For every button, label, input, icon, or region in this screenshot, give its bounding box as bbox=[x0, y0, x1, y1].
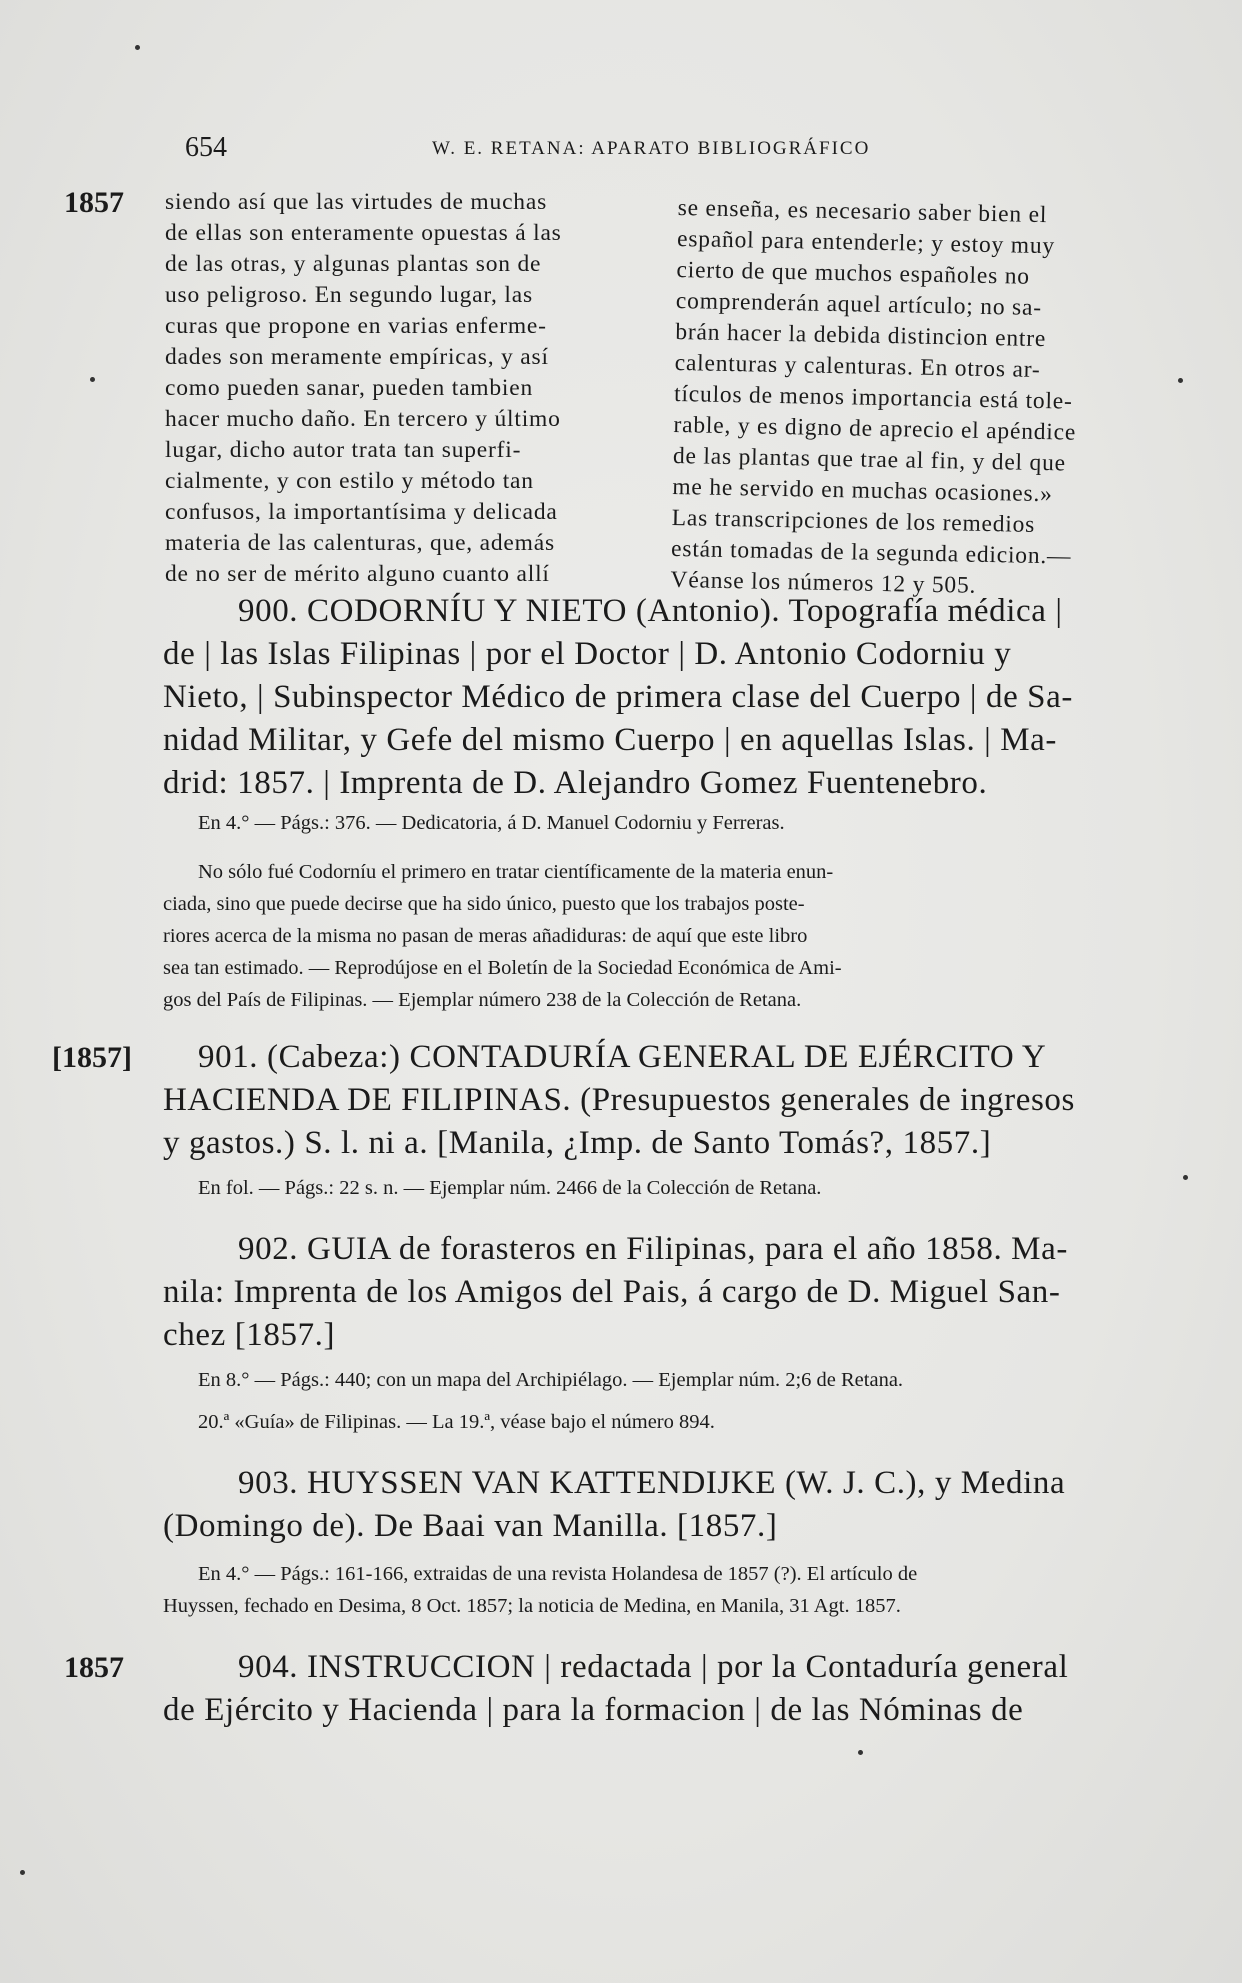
scan-speck bbox=[1183, 1175, 1188, 1180]
left-column-line: confusos, la importantísima y delicada bbox=[165, 499, 558, 525]
entry-904-line: de Ejército y Hacienda | para la formacion | de las Nóminas de bbox=[163, 1692, 1024, 1728]
left-column-line: de las otras, y algunas plantas son de bbox=[165, 251, 542, 277]
scanned-page: 654 W. E. RETANA: APARATO BIBLIOGRÁFICO 1857 siendo así que las virtudes de muchas de ellas son enteramente opuestas á las de las otras, y algunas plantas son de uso peligroso. En segundo lugar, las curas que propone en varias enferme- dades son meramente empíricas, y así como pueden sanar, pueden tambien hacer mucho daño. En tercero y último lugar, dicho autor trata tan superfi- cialmente, y con estilo y método tan confusos, la importantísima y delicada materia de las calenturas, que, además de no ser de mérito alguno cuanto allí se enseña, es necesario saber bien el español para entenderle; y estoy muy cierto de que muchos españoles no comprenderán aquel artículo; no sa- brán hacer la debida distincion entre calenturas y calenturas. En otros ar- tículos de menos importancia está tole- rable, y es digno de aprecio el apéndice de las plantas que trae al fin, y del que me he servido en muchas ocasiones.» Las transcripciones de los remedios están tomadas de la segunda edicion.— Véanse los números 12 y 505. 900. CODORNÍU Y NIETO (Antonio). Topografía médica | de | las Islas Filipinas | por el Doctor | D. Antonio Codorniu y Nieto, | Subinspector Médico de primera clase del Cuerpo | de Sa- nidad Militar, y Gefe del mismo Cuerpo | en aquellas Islas. | Ma- drid: 1857. | Imprenta de D. Alejandro Gomez Fuentenebro. En 4.° — Págs.: 376. — Dedicatoria, á D. Manuel Codorniu y Ferreras. No sólo fué Codorníu el primero en tratar científicamente de la materia enun- ciada, sino que puede decirse que ha sido único, puesto que los trabajos poste- riores acerca de la misma no pasan de meras añadiduras: de aquí que este libro sea tan estimado. — Reprodújose en el Boletín de la Sociedad Económica de Ami- gos del País de Filipinas. — Ejemplar número 238 de la Colección de Retana. [1857] 901. (Cabeza:) CONTADURÍA GENERAL DE EJÉRCITO Y HACIENDA DE FILIPINAS. (Presupuestos generales de ingresos y gastos.) S. l. ni a. [Manila, ¿Imp. de Santo Tomás?, 1857.] En fol. — Págs.: 22 s. n. — Ejemplar núm. 2466 de la Colección de Retana. 902. GUIA de forasteros en Filipinas, para el año 1858. Ma- nila: Imprenta de los Amigos del Pais, á cargo de D. Miguel San- chez [1857.] En 8.° — Págs.: 440; con un mapa del Archipiélago. — Ejemplar núm. 2;6 de Retana. 20.ª «Guía» de Filipinas. — La 19.ª, véase bajo el número 894. 903. HUYSSEN VAN KATTENDIJKE (W. J. C.), y Medina (Domingo de). De Baai van Manilla. [1857.] En 4.° — Págs.: 161-166, extraidas de una revista Holandesa de 1857 (?). El artículo de Huyssen, fechado en Desima, 8 Oct. 1857; la noticia de Medina, en Manila, 31 Agt. 1857. 1857 904. INSTRUCCION | redactada | por la Contaduría general de Ejército y Hacienda | para la formacion | de las Nóminas de bbox=[0, 0, 1242, 1983]
right-column-line: brán hacer la debida distincion entre bbox=[675, 318, 1047, 353]
right-column-line: Véanse los números 12 y 505. bbox=[670, 566, 977, 599]
left-column-line: como pueden sanar, pueden tambien bbox=[165, 375, 534, 401]
right-column-line: cierto de que muchos españoles no bbox=[676, 256, 1031, 290]
scan-speck bbox=[20, 1870, 25, 1875]
entry-901-line: 901. (Cabeza:) CONTADURÍA GENERAL DE EJÉRCITO Y bbox=[198, 1039, 1047, 1075]
right-column-line: me he servido en muchas ocasiones.» bbox=[672, 473, 1053, 508]
entry-900-line: nidad Militar, y Gefe del mismo Cuerpo | en aquellas Islas. | Ma- bbox=[163, 722, 1058, 758]
entry-904-line: 904. INSTRUCCION | redactada | por la Contaduría general bbox=[238, 1649, 1069, 1685]
right-column-line: están tomadas de la segunda edicion.— bbox=[670, 535, 1072, 570]
entry-900-line: drid: 1857. | Imprenta de D. Alejandro Gomez Fuentenebro. bbox=[163, 765, 988, 801]
entry-902-line: 902. GUIA de forasteros en Filipinas, para el año 1858. Ma- bbox=[238, 1231, 1068, 1267]
margin-year-904: 1857 bbox=[64, 1651, 124, 1684]
entry-900-line: de | las Islas Filipinas | por el Doctor | D. Antonio Codorniu y bbox=[163, 636, 1012, 672]
right-column-line: comprenderán aquel artículo; no sa- bbox=[675, 287, 1043, 322]
page-number: 654 bbox=[185, 132, 227, 163]
entry-901-line: HACIENDA DE FILIPINAS. (Presupuestos generales de ingresos bbox=[163, 1082, 1075, 1118]
right-column-line: español para entenderle; y estoy muy bbox=[676, 225, 1056, 260]
scan-speck bbox=[1178, 378, 1183, 383]
left-column-line: cialmente, y con estilo y método tan bbox=[165, 468, 534, 494]
left-column bbox=[165, 187, 562, 590]
entry-903-line: 903. HUYSSEN VAN KATTENDIJKE (W. J. C.), y Medina bbox=[238, 1465, 1066, 1501]
left-column-line: materia de las calenturas, que, además bbox=[165, 530, 555, 556]
left-column-line: uso peligroso. En segundo lugar, las bbox=[165, 282, 533, 308]
margin-year-top: 1857 bbox=[64, 186, 124, 219]
right-column bbox=[670, 193, 1080, 604]
left-column-line: dades son meramente empíricas, y así bbox=[165, 344, 549, 370]
scan-speck bbox=[858, 1750, 863, 1755]
entry-903-line: (Domingo de). De Baai van Manilla. [1857.] bbox=[163, 1508, 778, 1544]
entry-900-line: 900. CODORNÍU Y NIETO (Antonio). Topografía médica | bbox=[238, 593, 1063, 629]
margin-year-901: [1857] bbox=[52, 1041, 132, 1074]
left-column-line: de ellas son enteramente opuestas á las bbox=[165, 220, 562, 246]
running-title: W. E. RETANA: APARATO BIBLIOGRÁFICO bbox=[432, 138, 871, 159]
scan-speck bbox=[135, 45, 140, 50]
right-column-line: calenturas y calenturas. En otros ar- bbox=[674, 349, 1041, 383]
right-column-line: Las transcripciones de los remedios bbox=[671, 504, 1036, 538]
left-column-line: curas que propone en varias enferme- bbox=[165, 313, 547, 339]
entry-902-line: nila: Imprenta de los Amigos del Pais, á cargo de D. Miguel San- bbox=[163, 1274, 1061, 1310]
left-column-line: lugar, dicho autor trata tan superfi- bbox=[165, 437, 522, 463]
scan-speck bbox=[90, 377, 95, 382]
entry-901-line: y gastos.) S. l. ni a. [Manila, ¿Imp. de Santo Tomás?, 1857.] bbox=[163, 1125, 992, 1161]
entry-902-line: chez [1857.] bbox=[163, 1317, 336, 1353]
right-column-line: rable, y es digno de aprecio el apéndice bbox=[673, 411, 1077, 446]
entry-900-line: Nieto, | Subinspector Médico de primera clase del Cuerpo | de Sa- bbox=[163, 679, 1073, 715]
right-column-line: tículos de menos importancia está tole- bbox=[673, 380, 1073, 415]
left-column-line: de no ser de mérito alguno cuanto allí bbox=[165, 561, 550, 587]
right-column-line: de las plantas que trae al fin, y del que bbox=[672, 442, 1067, 477]
left-column-line: hacer mucho daño. En tercero y último bbox=[165, 406, 561, 432]
right-column-line: se enseña, es necesario saber bien el bbox=[677, 194, 1048, 229]
left-column-line: siendo así que las virtudes de muchas bbox=[165, 189, 548, 215]
